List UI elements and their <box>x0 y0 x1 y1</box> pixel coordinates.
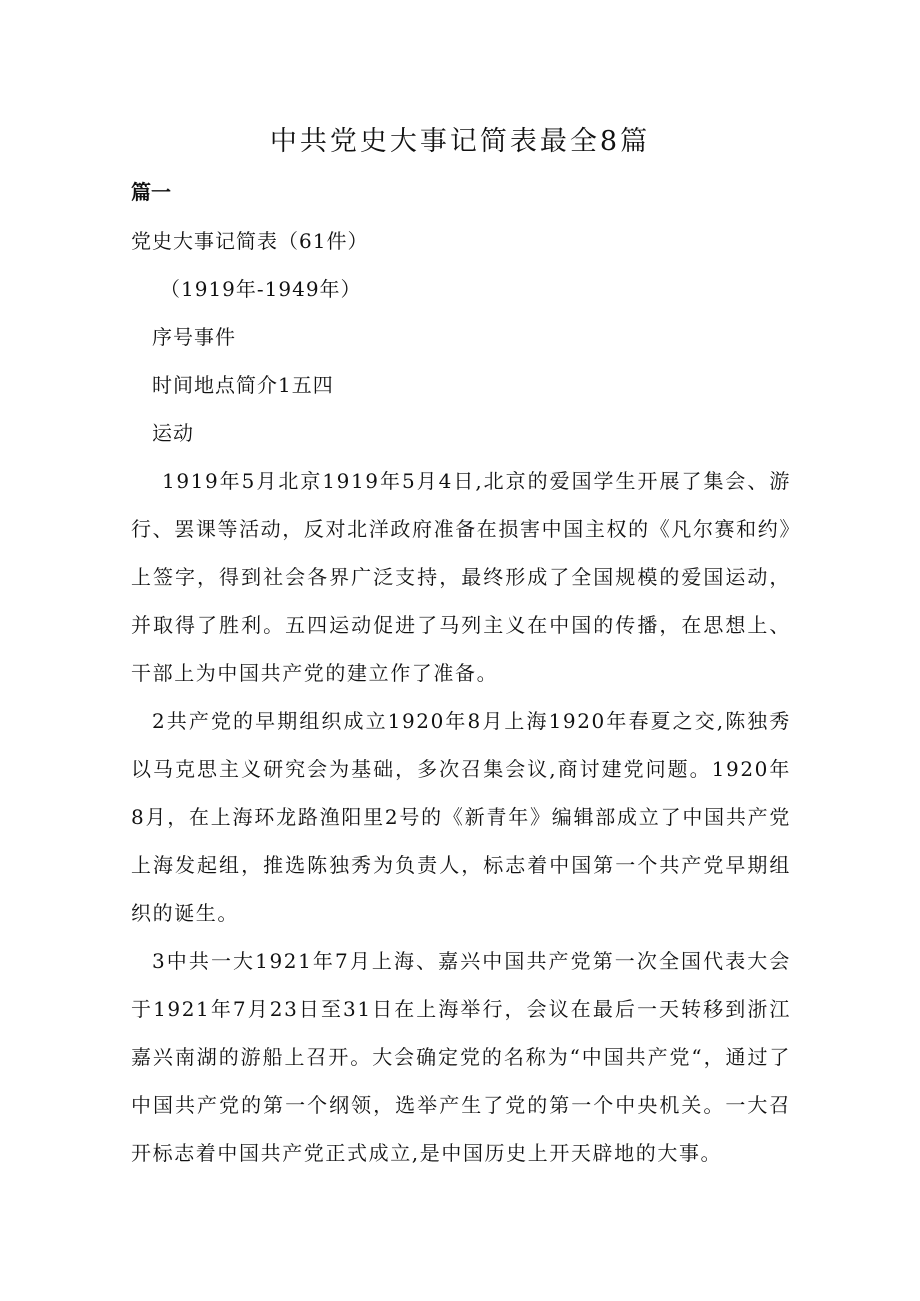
document-title: 中共党史大事记简表最全8篇 <box>269 126 651 157</box>
table-header-line-2: 时间地点简介1五四 <box>152 373 334 397</box>
table-header-line-1: 序号事件 <box>152 325 236 349</box>
table-title: 党史大事记简表（61件） <box>131 229 369 253</box>
period-range: （1919年-1949年） <box>160 277 362 301</box>
entry-paragraph-1: 1919年5月北京1919年5月4日,北京的爱国学生开展了集会、游行、罢课等活动，反对北洋政府准备在损害中国主权的《凡尔赛和约》上签字，得到社会各界广泛支持，最终形成了全国规模的爱国运动，并取得了胜利。五四运动促进了马列主义在中国的传播，在思想上、干部上为中国共产党的建立作了准备。 <box>131 469 791 685</box>
section-label: 篇一 <box>131 180 171 204</box>
entry-paragraph-3: 3中共一大1921年7月上海、嘉兴中国共产党第一次全国代表大会于1921年7月23日至31日在上海举行，会议在最后一天转移到浙江嘉兴南湖的游船上召开。大会确定党的名称为“中国共产党“，通过了中国共产党的第一个纲领，选举产生了党的第一个中央机关。一大召开标志着中国共产党正式成立,是中国历史上开天辟地的大事。 <box>131 949 791 1165</box>
table-header-line-3: 运动 <box>152 421 194 445</box>
entry-paragraph-2: 2共产党的早期组织成立1920年8月上海1920年春夏之交,陈独秀以马克思主义研究会为基础，多次召集会议,商讨建党问题。1920年8月，在上海环龙路渔阳里2号的《新青年》编辑部成立了中国共产党上海发起组，推选陈独秀为负责人，标志着中国第一个共产党早期组织的诞生。 <box>131 709 791 925</box>
